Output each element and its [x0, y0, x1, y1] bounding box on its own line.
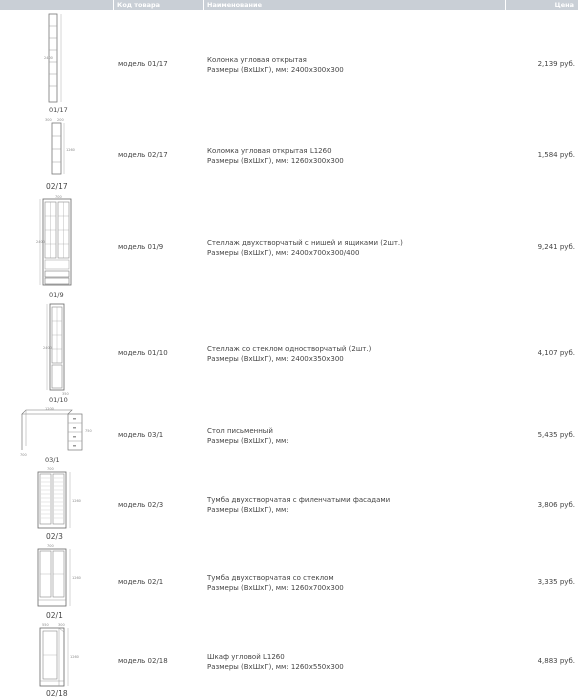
product-name: Стеллаж со стеклом одностворчатый (2шт.): [207, 345, 372, 353]
dim-label: 1260: [72, 576, 81, 580]
table-row: [0, 466, 578, 543]
dim-label: 1260: [72, 499, 81, 503]
product-name: Колонка угловая открытая: [207, 56, 307, 64]
dim-label: 300: [58, 623, 65, 627]
header-code-col: Код товара: [114, 0, 204, 10]
dim-label: 200: [57, 118, 64, 122]
dim-label: 700: [47, 544, 54, 548]
product-code: модель 01/10: [118, 349, 168, 357]
product-price: 5,435 руб.: [537, 431, 575, 439]
table-row: [0, 117, 578, 193]
product-name: Стеллаж двухстворчатый с нишей и ящиками (2шт.): [207, 239, 403, 247]
product-name-block: [207, 146, 344, 166]
header-price-col: Цена: [506, 0, 578, 10]
product-name-block: [207, 55, 344, 75]
product-price: 1,584 руб.: [537, 151, 575, 159]
product-size: Размеры (ВxШxГ), мм: 2400x350x300: [207, 355, 344, 363]
dim-label: 700: [47, 467, 54, 471]
product-code: модель 02/1: [118, 578, 164, 586]
product-size: Размеры (ВxШxГ), мм: 2400x300x300: [207, 66, 344, 74]
dim-label: 2400: [43, 346, 52, 350]
product-caption: 01/17: [49, 106, 68, 114]
dim-label: 1200: [45, 407, 54, 411]
product-name: Тумба двухстворчатая со стеклом: [207, 574, 334, 582]
product-name: Тумба двухстворчатая с филенчатыми фасадами: [207, 496, 391, 504]
header-name-col: Наименование: [204, 0, 506, 10]
table-row: [0, 12, 578, 117]
product-size: Размеры (ВxШxГ), мм:: [207, 437, 289, 445]
product-size: Размеры (ВxШxГ), мм: 2400x700x300/400: [207, 249, 360, 257]
dim-label: 350: [62, 392, 69, 396]
product-size: Размеры (ВxШxГ), мм:: [207, 506, 289, 514]
dim-label: 2400: [36, 240, 45, 244]
product-code: модель 02/3: [118, 501, 164, 509]
product-price: 4,883 руб.: [537, 657, 575, 665]
product-size: Размеры (ВxШxГ), мм: 1260x550x300: [207, 663, 344, 671]
product-caption: 01/9: [49, 291, 64, 299]
dim-label: 1260: [66, 148, 75, 152]
product-code: модель 02/17: [118, 151, 168, 159]
product-code: модель 03/1: [118, 431, 164, 439]
dim-label: 750: [85, 429, 92, 433]
product-size: Размеры (ВxШxГ), мм: 1260x700x300: [207, 584, 344, 592]
product-drawing: [0, 12, 114, 117]
product-name: Коломка угловая открытая L1260: [207, 147, 332, 155]
table-header: [0, 0, 578, 10]
product-name: Шкаф угловой L1260: [207, 653, 285, 661]
table-row: [0, 622, 578, 700]
dim-label: 1260: [70, 655, 79, 659]
table-row: [0, 406, 578, 466]
product-price: 3,335 руб.: [537, 578, 575, 586]
product-name: Стол письменный: [207, 427, 273, 435]
product-caption: 02/17: [46, 182, 68, 191]
product-caption: 01/10: [49, 396, 68, 404]
product-name-block: [207, 238, 403, 258]
product-code: модель 01/9: [118, 243, 164, 251]
table-row: [0, 193, 578, 301]
product-name-block: [207, 344, 371, 364]
table-row: [0, 301, 578, 406]
dim-label: 550: [42, 623, 49, 627]
product-caption: 03/1: [45, 456, 60, 464]
product-code: модель 02/18: [118, 657, 168, 665]
product-name-block: [207, 426, 289, 446]
table-row: [0, 543, 578, 622]
product-code: модель 01/17: [118, 60, 168, 68]
dim-label: 2400: [44, 56, 53, 60]
product-name-block: [207, 495, 390, 515]
dim-label: 700: [20, 453, 27, 457]
product-price: 9,241 руб.: [537, 243, 575, 251]
product-name-block: [207, 573, 344, 593]
product-caption: 02/1: [46, 611, 63, 620]
product-price: 4,107 руб.: [537, 349, 575, 357]
product-price: 2,139 руб.: [537, 60, 575, 68]
product-caption: 02/3: [46, 532, 63, 541]
header-image-col: [0, 0, 114, 10]
product-price: 3,806 руб.: [537, 501, 575, 509]
dim-label: 700: [55, 195, 62, 199]
product-drawing: [0, 193, 114, 301]
product-name-block: [207, 652, 344, 672]
dim-label: 300: [45, 118, 52, 122]
product-caption: 02/18: [46, 689, 68, 698]
product-drawing: [0, 301, 114, 406]
product-size: Размеры (ВxШxГ), мм: 1260x300x300: [207, 157, 344, 165]
